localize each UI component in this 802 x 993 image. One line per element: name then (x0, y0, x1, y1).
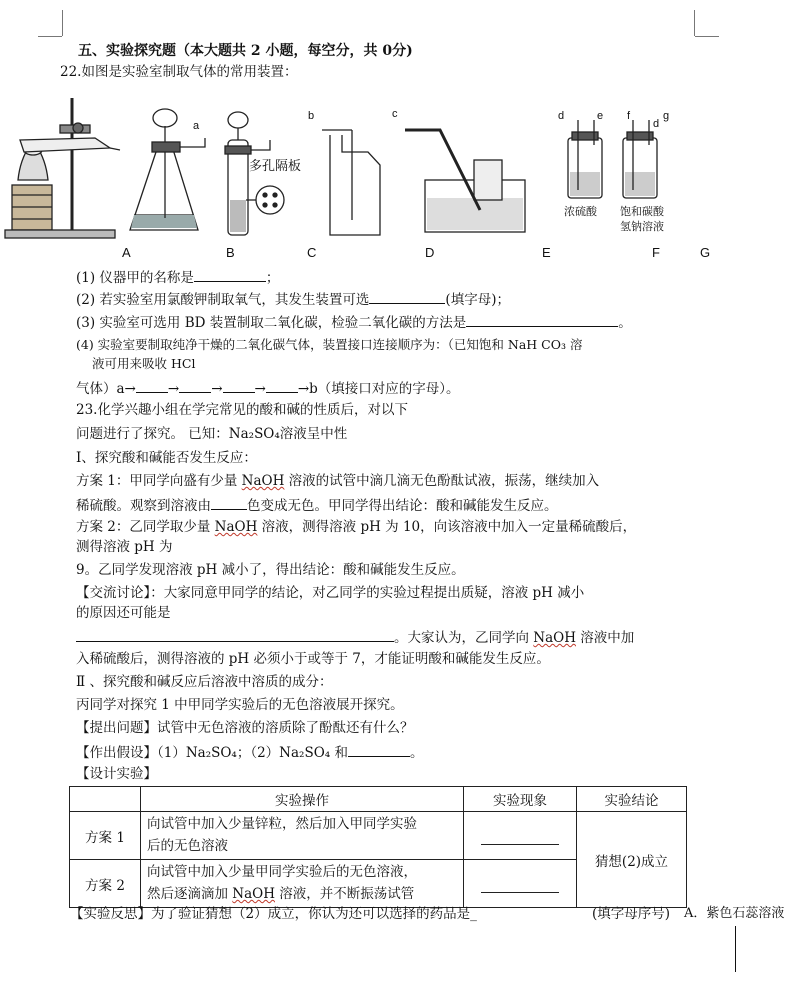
plan-cell: 方案 2 (70, 860, 141, 908)
operation-cell: 向试管中加入少量甲同学实验后的无色溶液， 然后逐滴滴加 NaOH 溶液，并不断振荡试管 (141, 860, 464, 908)
apparatus-f (568, 120, 602, 198)
q23-part2-title: Ⅱ 、探究酸和碱反应后溶液中溶质的成分： (76, 674, 333, 690)
q23-discussion-line3: 。大家认为，乙同学向 NaOH 溶液中加 (76, 628, 634, 646)
table-header-operation: 实验操作 (141, 787, 464, 812)
q23-question: 【提出问题】试管中无色溶液的溶质除了酚酞还有什么？ (76, 720, 414, 736)
table-header-row (70, 787, 687, 812)
nahco3-label-1: 饱和碳酸 (620, 206, 664, 218)
crop-mark (694, 10, 695, 36)
q23-discussion-line2: 的原因还可能是 (76, 605, 171, 621)
apparatus-letter-a: A (122, 245, 131, 260)
q23-line1: 23.化学兴趣小组在学完常见的酸和碱的性质后，对以下 (76, 402, 408, 418)
apparatus-g (623, 118, 660, 198)
q22-stem: 22.如图是实验室制取气体的常用装置： (60, 64, 298, 80)
crop-mark (38, 36, 62, 37)
conclusion-cell: 猜想(2)成立 (577, 812, 687, 908)
port-label-a: a (193, 120, 200, 132)
q23-plan1-line1: 方案 1：甲同学向盛有少量 NaOH 溶液的试管中滴几滴无色酚酞试液，振荡，继续加入 (76, 473, 600, 489)
port-label-g: g (663, 110, 670, 122)
apparatus-d (322, 130, 380, 235)
q23-discussion-line4: 入稀硫酸后，测得溶液的 pH 必须小于或等于 7，才能证明酸和碱能发生反应。 (76, 651, 550, 667)
q23-hypothesis: 【作出假设】（1）Na₂SO₄；（2）Na₂SO₄ 和 。 (76, 745, 424, 761)
q22-part4-line1: (4) 实验室要制取纯净干燥的二氧化碳气体，装置接口连接顺序为：（已知饱和 NaH CO₃ 溶 (76, 337, 583, 352)
apparatus-letter-b: B (226, 245, 235, 260)
q23-plan2-line3: 9。乙同学发现溶液 pH 减小了，得出结论：酸和碱能发生反应。 (76, 562, 465, 578)
q23-plan2-line2: 测得溶液 pH 为 (76, 539, 173, 555)
apparatus-letter-e: E (542, 245, 551, 260)
crop-mark (62, 10, 63, 36)
q22-part2: (2) 若实验室用氯酸钾制取氧气，其发生装置可选 (填字母)； (76, 292, 510, 308)
q22-part4-line3: 气体）a→ → → → →b（填接口对应的字母）。 (76, 381, 460, 397)
apparatus-figure (0, 90, 802, 265)
q23-line2: 问题进行了探究。 已知：Na₂SO₄溶液呈中性 (76, 426, 348, 442)
apparatus-a (5, 98, 120, 238)
q23-option-a: A．紫色石蕊溶液 (684, 906, 785, 921)
table-row (70, 812, 687, 860)
plan-cell: 方案 1 (70, 812, 141, 860)
port-label-d2: d (653, 118, 660, 130)
q22-part3: (3) 实验室可选用 BD 装置制取二氧化碳，检验二氧化碳的方法是 。 (76, 315, 632, 331)
q22-part4-line2: 液可用来吸收 HCl (92, 356, 196, 371)
port-label-f: f (627, 110, 631, 122)
phenomenon-blank (464, 860, 577, 908)
table-header-phenomenon: 实验现象 (464, 787, 577, 812)
port-label-b: b (308, 110, 315, 122)
port-label-c: c (392, 108, 398, 120)
q23-discussion-line1: 【交流讨论】：大家同意甲同学的结论，对乙同学的实验过程提出质疑，溶液 pH 减小 (76, 585, 585, 601)
q23-part2-line: 丙同学对探究 1 中甲同学实验后的无色溶液展开探究。 (76, 697, 404, 713)
apparatus-letter-f: F (652, 245, 660, 260)
margin-line (735, 926, 736, 972)
q23-design: 【设计实验】 (76, 766, 157, 782)
apparatus-letter-g: G (700, 245, 711, 260)
port-label-e: e (597, 110, 604, 122)
nahco3-label-2: 氢钠溶液 (620, 221, 664, 233)
apparatus-letter-d: D (425, 245, 435, 260)
apparatus-letter-c: C (307, 245, 317, 260)
q23-plan1-line2: 稀硫酸。观察到溶液由 色变成无色。甲同学得出结论：酸和碱能发生反应。 (76, 498, 558, 514)
section-title: 五、实验探究题（本大题共 2 小题，每空分，共 0分) (78, 43, 413, 59)
q23-part1-title: I、探究酸和碱能否发生反应： (76, 450, 257, 466)
operation-cell: 向试管中加入少量锌粒，然后加入甲同学实验 后的无色溶液 (141, 812, 464, 860)
port-label-d: d (558, 110, 565, 122)
experiment-table (69, 786, 687, 908)
porous-plate-label: 多孔隔板 (249, 158, 302, 173)
q22-part1: (1) 仪器甲的名称是 ； (76, 270, 280, 286)
q23-plan2-line1: 方案 2：乙同学取少量 NaOH 溶液，测得溶液 pH 为 10，向该溶液中加入一定量稀硫酸后， (76, 519, 637, 535)
conc-h2so4-label: 浓硫酸 (564, 206, 597, 218)
crop-mark (695, 36, 719, 37)
phenomenon-blank (464, 812, 577, 860)
q23-reflection-hint: (填字母序号) (592, 906, 671, 922)
q23-reflection: 【实验反思】为了验证猜想（2）成立，你认为还可以选择的药品是_ (70, 906, 477, 922)
apparatus-e (405, 130, 525, 232)
table-header-conclusion: 实验结论 (577, 787, 687, 812)
